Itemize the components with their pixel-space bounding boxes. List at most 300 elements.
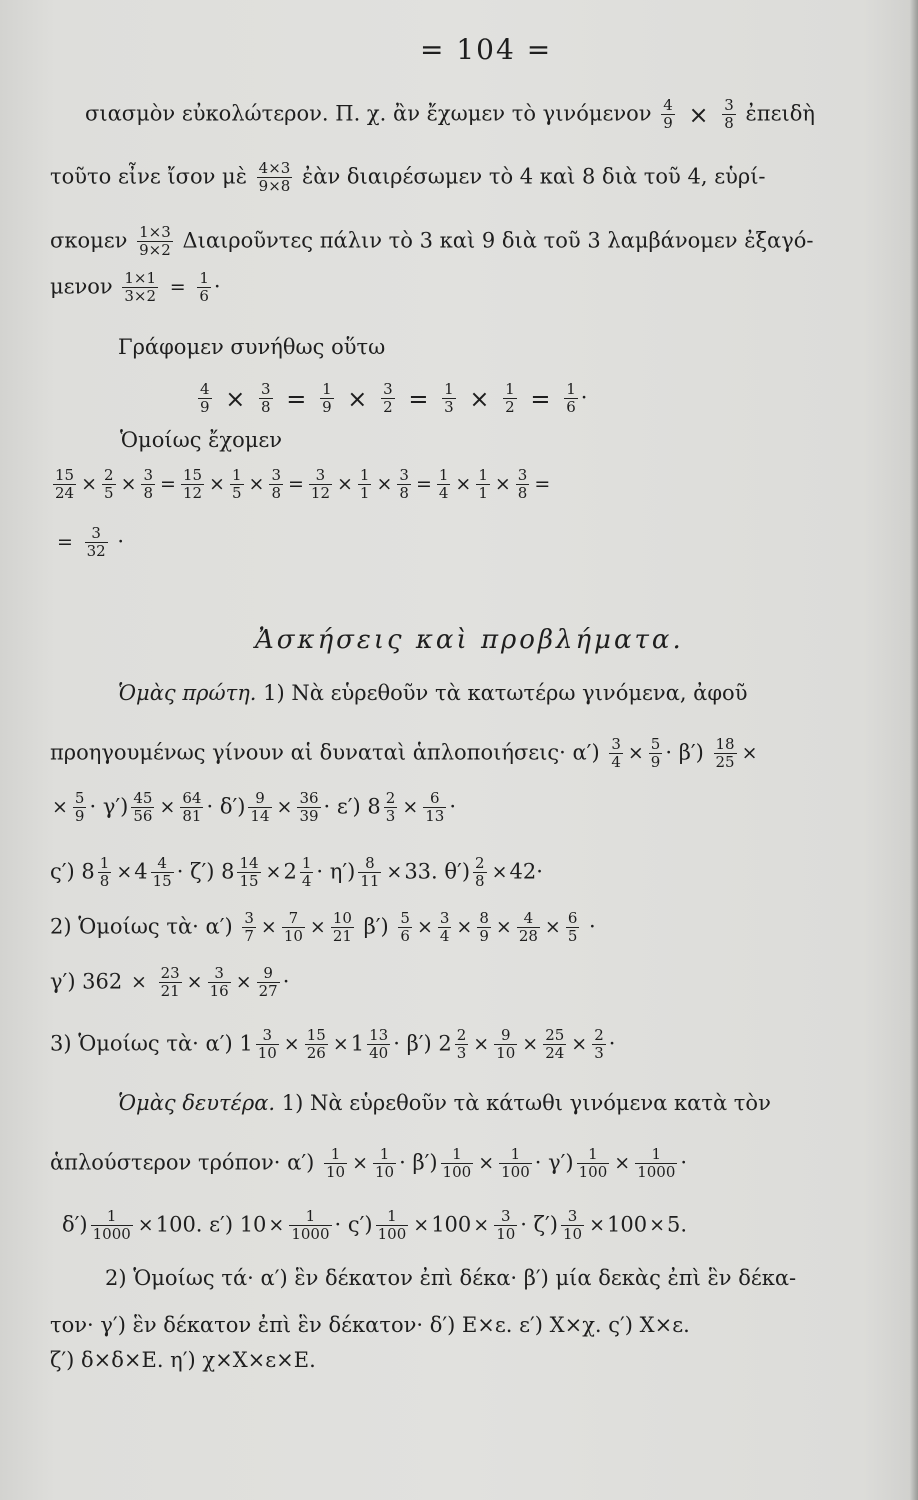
- group-title: Ὁμὰς πρώτη.: [118, 681, 257, 705]
- numerator: 25: [545, 1026, 565, 1044]
- denominator: 4: [611, 753, 621, 772]
- denominator: 1000: [291, 1225, 330, 1244]
- fraction: [423, 790, 446, 826]
- text: μενον: [50, 274, 113, 299]
- times-sign: ×: [627, 742, 644, 765]
- numerator: 13: [369, 1026, 389, 1044]
- numerator: 1×3: [139, 223, 171, 241]
- denominator: 3: [594, 1044, 604, 1063]
- times-sign: ×: [235, 971, 252, 994]
- exercise-g2-line2: ἁπλούστερον τρόπον· α′) $\frac{1}{10}$ × $\frac{1}{10}$ · β′) $\frac{1}{100}$ × $\frac{1}{100}$ · γ′) $\frac{1}{100}$ × $\frac{1}{1000}$ ·: [50, 1145, 688, 1182]
- denominator: 9×2: [139, 241, 171, 260]
- numerator: 1×1: [124, 269, 157, 287]
- exercise-g2-problem2-line3: ζ′) δ×δ×Ε. η′) χ×Χ×ε×Ε.: [50, 1348, 316, 1372]
- fraction: [543, 1027, 566, 1063]
- times-sign: ×: [741, 742, 758, 765]
- exercise-g1-problem2-c: γ′) 362 × $\frac{23}{21}$ × $\frac{3}{16}$ × $\frac{9}{27}$ ·: [50, 964, 290, 1001]
- denominator: 8: [99, 872, 110, 891]
- denominator: 1000: [92, 1225, 131, 1244]
- fraction: [437, 467, 451, 503]
- times-sign: ×: [456, 916, 473, 939]
- numerator: 10: [332, 909, 352, 927]
- numerator: 5: [74, 789, 85, 807]
- fraction: [373, 1146, 396, 1182]
- denominator: 8: [724, 114, 734, 133]
- numerator: 4: [151, 855, 174, 873]
- times-sign: ×: [416, 916, 433, 939]
- numerator: 3: [309, 467, 332, 485]
- fraction: [131, 790, 154, 826]
- numerator: 1: [635, 1146, 677, 1164]
- denominator: 56: [133, 807, 153, 826]
- fraction: [564, 381, 578, 417]
- times-sign: ×: [386, 861, 403, 884]
- text-line-2: [50, 160, 766, 196]
- fraction: [661, 97, 675, 133]
- times-sign: ×: [186, 971, 203, 994]
- denominator: 5: [231, 484, 242, 503]
- numerator: 14: [239, 854, 259, 872]
- numerator: 4×3: [258, 159, 291, 177]
- times-sign: ×: [337, 473, 353, 496]
- times-sign: ×: [332, 1033, 349, 1056]
- text-line-1: [85, 97, 815, 133]
- denominator: 100: [377, 1225, 407, 1244]
- times-sign: ×: [544, 916, 561, 939]
- times-sign: ×: [571, 1033, 588, 1056]
- numerator: 1: [301, 854, 312, 872]
- denominator: 1: [478, 484, 488, 503]
- times-sign: ×: [347, 384, 368, 413]
- denominator: 6: [400, 927, 410, 946]
- numerator: 1: [441, 1146, 474, 1164]
- denominator: 27: [258, 982, 278, 1001]
- denominator: 9: [322, 398, 332, 417]
- denominator: 15: [239, 872, 259, 891]
- numerator: 23: [160, 964, 180, 982]
- fraction: [381, 381, 395, 417]
- numerator: 1: [566, 380, 576, 398]
- denominator: 28: [518, 927, 538, 946]
- denominator: 8: [517, 484, 528, 503]
- times-sign: ×: [52, 796, 68, 819]
- times-sign: ×: [473, 1214, 490, 1237]
- denominator: 3: [385, 807, 396, 826]
- numerator: 3: [244, 909, 254, 927]
- denominator: 9: [74, 807, 85, 826]
- group-title: Ὁμὰς δευτέρα.: [118, 1091, 276, 1115]
- times-sign: ×: [248, 473, 265, 496]
- times-sign: ×: [137, 1214, 154, 1237]
- numerator: 1: [199, 269, 209, 287]
- denominator: 4: [438, 484, 449, 503]
- denominator: 100: [501, 1163, 530, 1182]
- denominator: 21: [332, 927, 352, 946]
- exercise-g1-line1: Ὁμὰς πρώτη. 1) Νὰ εὑρεθοῦν τὰ κατωτέρω γινόμενα, ἀφοῦ: [118, 681, 748, 705]
- denominator: 1000: [637, 1163, 676, 1182]
- fraction: [473, 855, 487, 891]
- times-sign: ×: [495, 916, 512, 939]
- denominator: 5: [567, 927, 578, 946]
- fraction: [649, 736, 663, 772]
- times-sign: ×: [589, 1214, 606, 1237]
- text: σιασμὸν εὐκολώτερον. Π. χ. ἂν ἔχωμεν τὸ γινόμενον: [85, 101, 652, 126]
- fraction: [159, 965, 182, 1001]
- denominator: 21: [160, 982, 180, 1001]
- fraction: [256, 1027, 279, 1063]
- numerator: 3: [561, 1208, 584, 1226]
- exercise-g2-line3: δ′) $\frac{1}{1000}$ ×100. ε′) 10 × $\frac{1}{1000}$ · ς′) $\frac{1}{100}$ ×100 × $\frac{3}{10}$ · ζ′) $\frac{3}{10}$ ×100 ×5.: [62, 1207, 688, 1244]
- fraction: [503, 381, 517, 417]
- fraction: [455, 1027, 469, 1063]
- denominator: 3×2: [124, 287, 157, 306]
- fraction: [91, 1208, 133, 1244]
- fraction: [309, 467, 332, 503]
- denominator: 81: [182, 807, 202, 826]
- numerator: 9: [248, 790, 271, 808]
- numerator: 36: [299, 789, 319, 807]
- fraction: [198, 381, 212, 417]
- denominator: 25: [715, 753, 735, 772]
- numerator: 9: [494, 1027, 517, 1045]
- numerator: 1: [231, 466, 242, 484]
- denominator: 1: [359, 484, 370, 503]
- times-sign: ×: [276, 796, 293, 819]
- denominator: 10: [325, 1163, 346, 1182]
- fraction: [289, 1208, 331, 1244]
- numerator: 5: [650, 735, 661, 753]
- fraction: [102, 467, 116, 503]
- times-sign: ×: [81, 473, 98, 496]
- fraction: [208, 965, 231, 1001]
- fraction: [722, 97, 736, 133]
- numerator: 2: [475, 854, 485, 872]
- times-sign: ×: [120, 473, 137, 496]
- fraction: [230, 467, 244, 503]
- fraction: [376, 1208, 409, 1244]
- numerator: 2: [456, 1026, 467, 1044]
- text: τοῦτο εἶνε ἴσον μὲ: [50, 164, 247, 189]
- fraction: [141, 467, 155, 503]
- fraction: [242, 910, 256, 946]
- numerator: 1: [91, 1208, 133, 1226]
- numerator: 3: [256, 1027, 279, 1045]
- fraction: [516, 467, 530, 503]
- numerator: 3: [208, 965, 231, 983]
- times-sign: ×: [688, 100, 709, 129]
- denominator: 6: [566, 398, 576, 417]
- denominator: 4: [439, 927, 450, 946]
- fraction: [397, 467, 411, 503]
- fraction: [53, 467, 76, 503]
- denominator: 7: [244, 927, 254, 946]
- fraction: [122, 270, 158, 306]
- page-spine-edge: [910, 0, 918, 1500]
- fraction: [499, 1146, 532, 1182]
- equation-2: [50, 467, 552, 503]
- numerator: 3: [439, 909, 450, 927]
- fraction: [476, 467, 490, 503]
- fraction: [180, 790, 203, 826]
- times-sign: ×: [159, 796, 176, 819]
- numerator: 2: [104, 466, 114, 484]
- exercise-g1-line2: προηγουμένως γίνουν αἱ δυναταὶ ἁπλοποιήσεις· α′) $\frac{3}{4}$ × $\frac{5}{9}$ · β′) $\frac{18}{25}$ ×: [50, 735, 758, 772]
- fraction: [494, 1027, 517, 1063]
- numerator: 1: [99, 854, 110, 872]
- denominator: 100: [442, 1163, 472, 1182]
- text: ἐπειδὴ: [745, 101, 815, 126]
- equals-sign: =: [57, 531, 73, 554]
- denominator: 10: [496, 1225, 516, 1244]
- numerator: 3: [724, 96, 734, 114]
- numerator: 1: [478, 466, 488, 484]
- equals-sign: =: [415, 473, 432, 496]
- numerator: 1: [577, 1146, 610, 1164]
- section-heading: Ἀσκήσεις καὶ προβλήματα.: [255, 625, 684, 655]
- fraction: [577, 1146, 610, 1182]
- numerator: 1: [499, 1146, 532, 1164]
- numerator: 1: [324, 1146, 347, 1164]
- numerator: 4: [663, 96, 673, 114]
- denominator: 9: [479, 927, 489, 946]
- fraction: [197, 270, 211, 306]
- times-sign: ×: [116, 861, 133, 884]
- exercise-g1-line3: × $\frac{5}{9}$ · γ′) $\frac{45}{56}$ × $\frac{64}{81}$ · δ′) $\frac{9}{14}$ × $\frac{36}{39}$ · ε′) 8 $\frac{2}{3}$ × $\frac{6}{13}$ ·: [52, 789, 457, 826]
- denominator: 3: [444, 398, 454, 417]
- times-sign: ×: [352, 1152, 368, 1175]
- numerator: 5: [400, 909, 410, 927]
- numerator: 1: [376, 1208, 409, 1226]
- times-sign: ×: [494, 473, 511, 496]
- numerator: 18: [715, 735, 735, 753]
- numerator: 9: [257, 965, 280, 983]
- fraction: [561, 1208, 584, 1244]
- denominator: 16: [209, 982, 229, 1001]
- numerator: 6: [567, 909, 578, 927]
- numerator: 4: [200, 380, 210, 398]
- times-sign: ×: [309, 916, 326, 939]
- text-line-5: Γράφομεν συνήθως οὕτω: [118, 335, 386, 359]
- numerator: 3: [383, 380, 393, 398]
- denominator: 39: [299, 807, 319, 826]
- numerator: 2: [385, 789, 396, 807]
- denominator: 32: [86, 542, 106, 561]
- denominator: 8: [399, 484, 409, 503]
- fraction: [442, 381, 456, 417]
- fraction: [297, 790, 320, 826]
- times-sign: ×: [649, 1214, 666, 1237]
- fraction: [438, 910, 452, 946]
- numerator: 8: [358, 855, 381, 873]
- numerator: 1: [505, 380, 515, 398]
- numerator: 6: [423, 790, 446, 808]
- times-sign: ×: [268, 1214, 285, 1237]
- exercise-g1-line4: ς′) 8 $\frac{1}{8}$ ×4 $\frac{4}{15}$ · ζ′) 8 $\frac{14}{15}$ ×2 $\frac{1}{4}$ · η′) $\frac{8}{11}$ ×33. θ′) $\frac{2}{8}$ ×42·: [50, 854, 543, 891]
- fraction: [248, 790, 271, 826]
- denominator: 12: [182, 484, 203, 503]
- exercise-g2-problem2-line1: 2) Ὁμοίως τά· α′) ἓν δέκατον ἐπὶ δέκα· β′) μία δεκὰς ἐπὶ ἓν δέκα-: [105, 1266, 797, 1290]
- denominator: 6: [199, 287, 209, 306]
- text-line-7: Ὁμοίως ἔχομεν: [120, 428, 283, 452]
- equals-sign: =: [286, 384, 307, 413]
- numerator: 15: [306, 1026, 326, 1044]
- fraction: [259, 381, 273, 417]
- times-sign: ×: [522, 1033, 539, 1056]
- fraction: [269, 467, 283, 503]
- denominator: 10: [496, 1044, 516, 1063]
- numerator: 3: [611, 735, 621, 753]
- denominator: 11: [360, 872, 380, 891]
- fraction: [384, 790, 398, 826]
- numerator: 1: [322, 380, 332, 398]
- fraction: [181, 467, 204, 503]
- numerator: 1: [438, 466, 449, 484]
- numerator: 64: [182, 789, 202, 807]
- fraction: [358, 467, 372, 503]
- numerator: 2: [594, 1026, 604, 1044]
- fraction: [320, 381, 334, 417]
- numerator: 45: [133, 789, 153, 807]
- fraction: [257, 965, 280, 1001]
- times-sign: ×: [455, 473, 472, 496]
- fraction: [324, 1146, 347, 1182]
- fraction: [85, 525, 108, 561]
- denominator: 8: [271, 484, 281, 503]
- fraction: [257, 160, 293, 196]
- numerator: 3: [517, 466, 528, 484]
- equation-1: $\frac{4}{9}$ × $\frac{3}{8}$ = $\frac{1}{9}$ × $\frac{3}{2}$ = $\frac{1}{3}$ × $\frac{1}{2}$ = $\frac{1}{6}$ ·: [200, 380, 588, 417]
- numerator: 7: [282, 910, 305, 928]
- fraction: [398, 910, 412, 946]
- denominator: 40: [369, 1044, 389, 1063]
- numerator: 3: [85, 525, 108, 543]
- fraction: [609, 736, 623, 772]
- times-sign: ×: [283, 1033, 300, 1056]
- equals-sign: =: [287, 473, 304, 496]
- times-sign: ×: [225, 384, 246, 413]
- text-line-4: μενον $\frac{1\times 1}{3\times 2}$ = $\frac{1}{6}$ ·: [50, 269, 221, 306]
- numerator: 3: [261, 380, 271, 398]
- equals-sign: =: [408, 384, 429, 413]
- numerator: 15: [55, 466, 75, 484]
- text: σκομεν: [50, 228, 128, 253]
- denominator: 14: [250, 807, 270, 826]
- times-sign: ×: [478, 1152, 495, 1175]
- times-sign: ×: [130, 971, 147, 994]
- numerator: 3: [271, 466, 281, 484]
- times-sign: ×: [265, 861, 282, 884]
- numerator: 1: [289, 1208, 331, 1226]
- page-number: = 104 =: [420, 33, 553, 66]
- text: Διαιροῦντες πάλιν τὸ 3 καὶ 9 διὰ τοῦ 3 λαμβάνομεν ἐξαγό-: [182, 228, 814, 253]
- text: ἐὰν διαιρέσωμεν τὸ 4 καὶ 8 διὰ τοῦ 4, εὑρί-: [302, 164, 766, 189]
- exercise-g2-line1: Ὁμὰς δευτέρα. 1) Νὰ εὑρεθοῦν τὰ κάτωθι γινόμενα κατὰ τὸν: [118, 1091, 771, 1115]
- exercise-g2-problem2-line2: τον· γ′) ἓν δέκατον ἐπὶ ἓν δέκατον· δ′) Ε×ε. ε′) Χ×χ. ς′) Χ×ε.: [50, 1313, 690, 1337]
- fraction: [300, 855, 314, 891]
- denominator: 9: [650, 753, 661, 772]
- times-sign: ×: [491, 861, 508, 884]
- denominator: 10: [283, 927, 303, 946]
- fraction: [367, 1027, 390, 1063]
- denominator: 9: [663, 114, 673, 133]
- fraction: [517, 910, 540, 946]
- denominator: 8: [261, 398, 271, 417]
- numerator: 15: [182, 466, 203, 484]
- denominator: 9×8: [258, 177, 291, 196]
- numerator: 1: [444, 380, 454, 398]
- numerator: 3: [494, 1208, 517, 1226]
- fraction: [714, 736, 737, 772]
- denominator: 13: [425, 807, 445, 826]
- denominator: 9: [200, 398, 210, 417]
- equals-sign: =: [160, 473, 176, 496]
- exercise-g1-problem3: 3) Ὁμοίως τὰ· α′) 1 $\frac{3}{10}$ × $\frac{15}{26}$ ×1 $\frac{13}{40}$ · β′) 2 $\frac{2}{3}$ × $\frac{9}{10}$ × $\frac{25}{24}$ × $\frac{2}{3}$ ·: [50, 1026, 616, 1063]
- numerator: 3: [143, 466, 154, 484]
- denominator: 100: [578, 1163, 608, 1182]
- denominator: 3: [456, 1044, 467, 1063]
- numerator: 4: [517, 910, 540, 928]
- times-sign: ×: [473, 1033, 490, 1056]
- denominator: 10: [563, 1225, 583, 1244]
- fraction: [305, 1027, 328, 1063]
- times-sign: ×: [260, 916, 277, 939]
- numerator: 8: [479, 909, 489, 927]
- times-sign: ×: [209, 473, 225, 496]
- denominator: 2: [505, 398, 515, 417]
- text-line-3: [50, 224, 814, 260]
- equation-2-result: = $\frac{3}{32}$ ·: [57, 524, 125, 561]
- exercise-g1-problem2: 2) Ὁμοίως τὰ· α′) $\frac{3}{7}$ × $\frac{7}{10}$ × $\frac{10}{21}$ β′) $\frac{5}{6}$ × $\frac{3}{4}$ × $\frac{8}{9}$ × $\frac{4}{28}$ × $\frac{6}{5}$ ·: [50, 909, 596, 946]
- fraction: [635, 1146, 677, 1182]
- times-sign: ×: [614, 1152, 631, 1175]
- denominator: 24: [545, 1044, 565, 1063]
- denominator: 26: [306, 1044, 326, 1063]
- denominator: 15: [152, 872, 172, 891]
- denominator: 4: [301, 872, 312, 891]
- fraction: [592, 1027, 606, 1063]
- equals-sign: =: [530, 384, 551, 413]
- equals-sign: =: [534, 473, 551, 496]
- fraction: [494, 1208, 517, 1244]
- numerator: 3: [399, 466, 409, 484]
- times-sign: ×: [413, 1214, 430, 1237]
- denominator: 8: [475, 872, 485, 891]
- times-sign: ×: [402, 796, 419, 819]
- fraction: [282, 910, 305, 946]
- fraction: [237, 855, 260, 891]
- denominator: 5: [104, 484, 114, 503]
- equals-sign: =: [169, 276, 186, 299]
- denominator: 24: [55, 484, 75, 503]
- denominator: 12: [310, 484, 330, 503]
- fraction: [137, 224, 173, 260]
- fraction: [73, 790, 87, 826]
- fraction: [441, 1146, 474, 1182]
- fraction: [331, 910, 354, 946]
- denominator: 8: [143, 484, 154, 503]
- denominator: 2: [383, 398, 393, 417]
- times-sign: ×: [469, 384, 490, 413]
- denominator: 10: [257, 1044, 277, 1063]
- fraction: [98, 855, 112, 891]
- fraction: [477, 910, 491, 946]
- numerator: 1: [373, 1146, 396, 1164]
- fraction: [566, 910, 580, 946]
- fraction: [151, 855, 174, 891]
- fraction: [358, 855, 381, 891]
- numerator: 1: [359, 466, 370, 484]
- denominator: 10: [374, 1163, 395, 1182]
